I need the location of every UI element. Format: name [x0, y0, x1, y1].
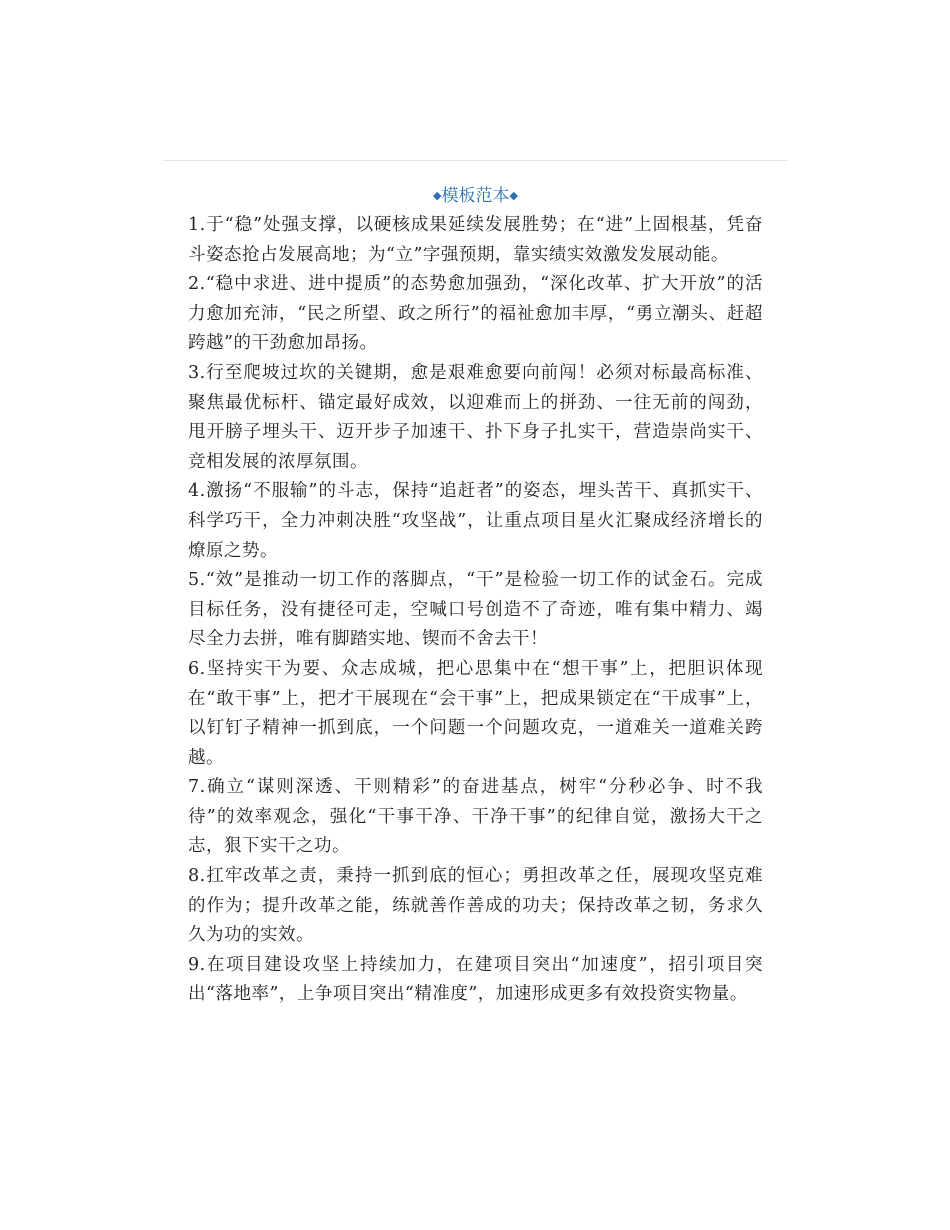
paragraph-item-2: 2.“稳中求进、进中提质”的态势愈加强劲，“深化改革、扩大开放”的活力愈加充沛，“民之所望、政之所行”的福祉愈加丰厚，“勇立潮头、赶超跨越”的干劲愈加昂扬。	[188, 274, 763, 354]
paragraph-item-3: 3.行至爬坡过坎的关键期，愈是艰难愈要向前闯！必须对标最高标准、聚焦最优标杆、锚定最好成效，以迎难而上的拼劲、一往无前的闯劲，甩开膀子埋头干、迈开步子加速干、扑下身子扎实干，营造崇尚实干、竞相发展的浓厚氛围。	[188, 362, 763, 472]
top-divider	[163, 160, 788, 161]
diamond-left-icon: ◆	[433, 189, 442, 202]
paragraph-item-4: 4.激扬“不服输”的斗志，保持“追赶者”的姿态，埋头苦干、真抓实干、科学巧干，全力冲刺决胜“攻坚战”，让重点项目星火汇聚成经济增长的燎原之势。	[188, 481, 763, 561]
paragraph-item-8: 8.扛牢改革之责，秉持一抓到底的恒心；勇担改革之任，展现攻坚克难的作为；提升改革之能，练就善作善成的功夫；保持改革之韧，务求久久为功的实效。	[188, 866, 763, 946]
paragraph-item-9: 9.在项目建设攻坚上持续加力，在建项目突出“加速度”，招引项目突出“落地率”，上争项目突出“精准度”，加速形成更多有效投资实物量。	[188, 954, 763, 1005]
diamond-right-icon: ◆	[509, 189, 518, 202]
heading-title: 模板范本	[441, 186, 510, 206]
paragraph-item-6: 6.坚持实干为要、众志成城，把心思集中在“想干事”上，把胆识体现在“敢干事”上，把才干展现在“会干事”上，把成果锁定在“干成事”上，以钉钉子精神一抓到底，一个问题一个问题攻克，一道难关一道难关跨越。	[188, 658, 763, 768]
paragraph-item-7: 7.确立“谋则深透、干则精彩”的奋进基点，树牢“分秒必争、时不我待”的效率观念，强化“干事干净、干净干事”的纪律自觉，激扬大干之志，狠下实干之功。	[188, 777, 763, 857]
section-heading	[163, 183, 788, 209]
paragraph-item-5: 5.“效”是推动一切工作的落脚点，“干”是检验一切工作的试金石。完成目标任务，没有捷径可走，空喊口号创造不了奇迹，唯有集中精力、竭尽全力去拼，唯有脚踏实地、锲而不舍去干！	[188, 570, 763, 650]
paragraph-list	[188, 211, 763, 1010]
paragraph-item-1: 1.于“稳”处强支撑，以硬核成果延续发展胜势；在“进”上固根基，凭奋斗姿态抢占发展高地；为“立”字强预期，靠实绩实效激发发展动能。	[188, 215, 763, 265]
